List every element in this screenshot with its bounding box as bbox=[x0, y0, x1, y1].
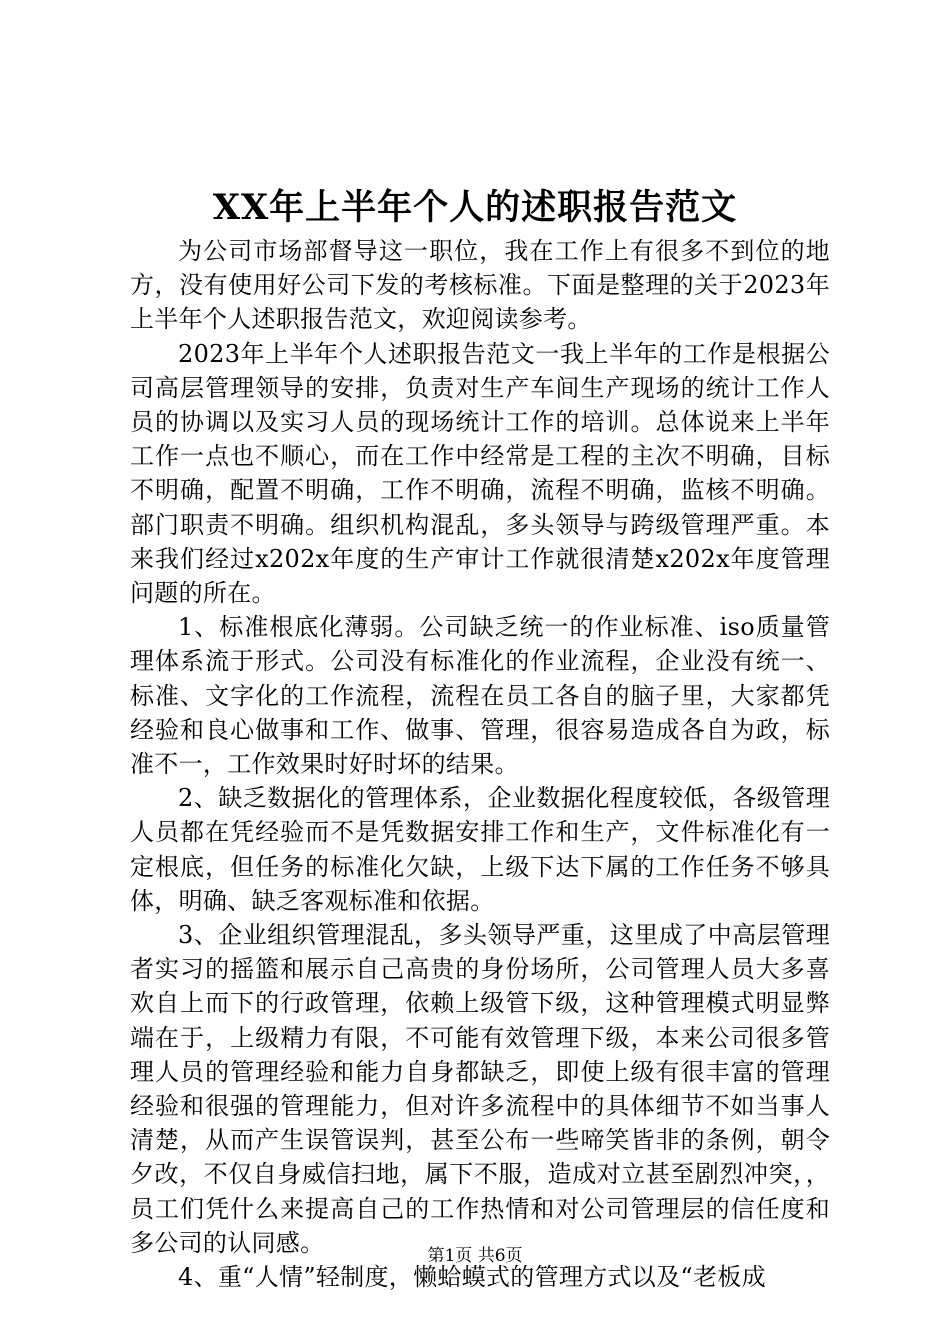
paragraph-overview: 2023年上半年个人述职报告范文一我上半年的工作是根据公司高层管理领导的安排，负责对生产车间生产现场的统计工作人员的协调以及实习人员的现场统计工作的培训。总体说来上半年工作一点也不顺心，而在工作中经常是工程的主次不明确，目标不明确，配置不明确，工作不明确，流程不明确，监核不明确。部门职责不明确。组织机构混乱，多头领导与跨级管理严重。本来我们经过x202x年度的生产审计工作就很清楚x202x年度管理问题的所在。 bbox=[130, 339, 830, 608]
paragraph-item-3: 3、企业组织管理混乱，多头领导严重，这里成了中高层管理者实习的摇篮和展示自己高贵的身份场所，公司管理人员大多喜欢自上而下的行政管理，依赖上级管下级，这种管理模式明显弊端在于，上级精力有限，不可能有效管理下级，本来公司很多管理人员的管理经验和能力自身都缺乏，即使上级有很丰富的管理经验和很强的管理能力，但对许多流程中的具体细节不如当事人清楚，从而产生误管误判，甚至公布一些啼笑皆非的条例，朝令夕改，不仅自身威信扫地，属下不服，造成对立甚至剧烈冲突，，员工们凭什么来提高自己的工作热情和对公司管理层的信任度和多公司的认同感。 bbox=[130, 921, 830, 1257]
paragraph-item-2: 2、缺乏数据化的管理体系，企业数据化程度较低，各级管理人员都在凭经验而不是凭数据安排工作和生产，文件标准化有一定根底，但任务的标准化欠缺，上级下达下属的工作任务不够具体，明确、缺乏客观标准和依据。 bbox=[130, 784, 830, 915]
document-body bbox=[130, 234, 830, 1294]
paragraph-intro: 为公司市场部督导这一职位，我在工作上有很多不到位的地方，没有使用好公司下发的考核标准。下面是整理的关于2023年上半年个人述职报告范文，欢迎阅读参考。 bbox=[130, 237, 830, 334]
paragraph-item-4: 4、重“人情”轻制度，懒蛤蟆式的管理方式以及“老板成 bbox=[178, 1263, 766, 1292]
paragraph-item-1: 1、标准根底化薄弱。公司缺乏统一的作业标准、iso质量管理体系流于形式。公司没有标准化的作业流程，企业没有统一、标准、文字化的工作流程，流程在员工各自的脑子里，大家都凭经验和良心做事和工作、做事、管理，很容易造成各自为政，标准不一，工作效果时好时坏的结果。 bbox=[130, 613, 830, 779]
document-title: XX年上半年个人的述职报告范文 bbox=[212, 187, 738, 228]
page-footer: 第1页 共6页 bbox=[427, 1246, 523, 1266]
